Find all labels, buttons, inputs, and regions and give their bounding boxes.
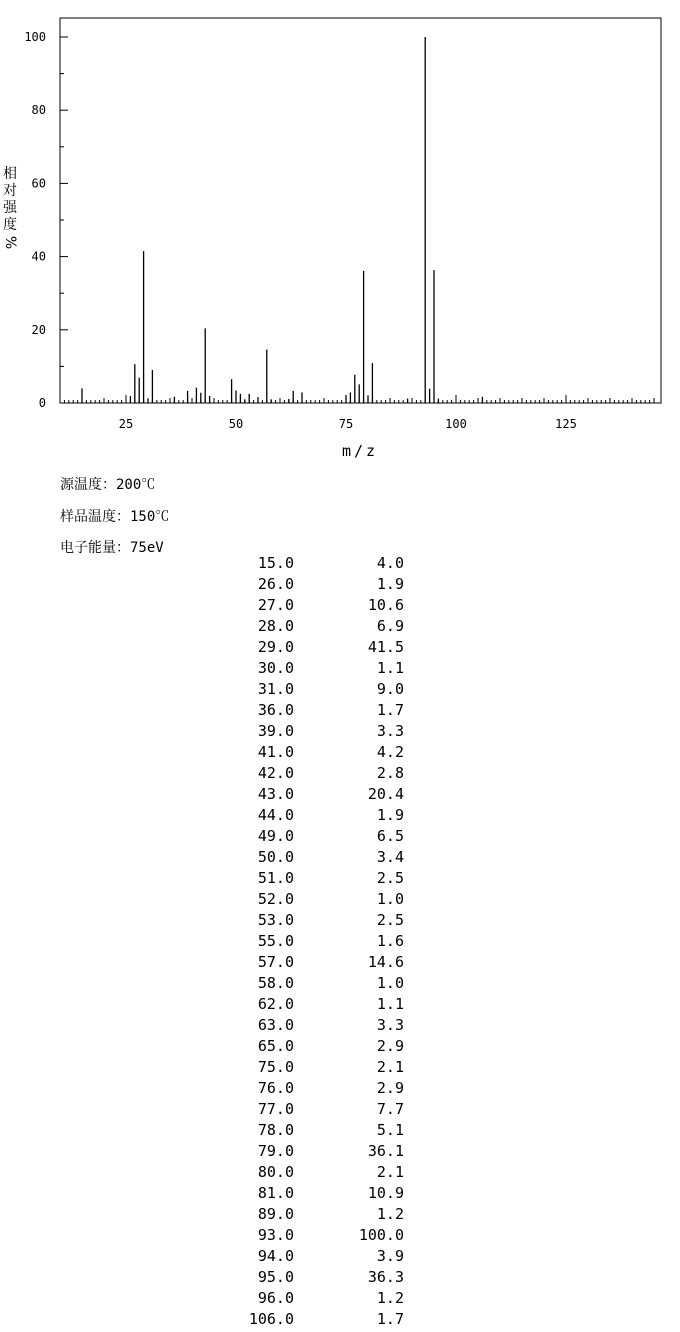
peak-row [0,701,420,722]
peak-row [0,638,420,659]
peak-mz: 28.0 [257,617,294,635]
peak-mz: 89.0 [257,1205,294,1223]
peak-mz: 62.0 [257,995,294,1013]
plot-frame [60,18,661,403]
peak-abundance: 3.4 [376,848,404,866]
peak-mz: 52.0 [257,890,294,908]
y-tick-label: 100 [24,30,46,44]
peak-mz: 42.0 [257,764,294,782]
peak-abundance: 7.7 [376,1100,404,1118]
peak-abundance: 2.5 [376,911,404,929]
peak-abundance: 3.9 [376,1247,404,1265]
peak-abundance: 1.2 [376,1289,404,1307]
peak-mz: 96.0 [257,1289,294,1307]
x-tick-label: 75 [338,417,354,431]
peak-row [0,1016,420,1037]
peak-mz: 49.0 [257,827,294,845]
peak-row [0,722,420,743]
peak-mz: 78.0 [257,1121,294,1139]
peak-row [0,1226,420,1247]
peak-abundance: 1.1 [376,659,404,677]
peak-abundance: 20.4 [367,785,404,803]
peak-row [0,827,420,848]
peak-mz: 58.0 [257,974,294,992]
peak-mz: 77.0 [257,1100,294,1118]
peak-abundance: 36.1 [367,1142,404,1160]
sample-temperature: 样品温度：150℃ [60,509,170,525]
peak-abundance: 6.9 [376,617,404,635]
peak-row [0,575,420,596]
peak-abundance: 14.6 [367,953,404,971]
peak-abundance: 2.1 [376,1163,404,1181]
peak-mz: 94.0 [257,1247,294,1265]
peak-mz: 36.0 [257,701,294,719]
peak-row [0,659,420,680]
x-tick-label: 50 [228,417,244,431]
peak-abundance: 2.1 [376,1058,404,1076]
peak-row [0,1247,420,1268]
peak-mz: 27.0 [257,596,294,614]
y-tick-label: 40 [31,249,46,264]
peak-abundance: 1.7 [376,1310,404,1328]
peak-mz: 50.0 [257,848,294,866]
peak-row [0,596,420,617]
peak-abundance: 3.3 [376,1016,404,1034]
x-axis-label: m/z [341,442,379,460]
peak-abundance: 41.5 [367,638,404,656]
peak-abundance: 1.7 [376,701,404,719]
peak-mz: 29.0 [257,638,294,656]
peak-row [0,1268,420,1289]
electron-energy: 电子能量：75eV [60,540,164,556]
y-tick-label: 80 [31,103,46,118]
peak-abundance: 1.1 [376,995,404,1013]
peak-row [0,953,420,974]
peak-mz: 95.0 [257,1268,294,1286]
y-tick-label: 0 [38,396,46,410]
peak-row [0,848,420,869]
peak-mz: 76.0 [257,1079,294,1097]
peak-mz: 75.0 [257,1058,294,1076]
peak-row [0,1079,420,1100]
peak-row [0,743,420,764]
peak-abundance: 10.9 [367,1184,404,1202]
y-axis-label-char: 对 [3,183,17,199]
peak-row [0,806,420,827]
peak-abundance: 1.0 [376,974,404,992]
peak-mz: 65.0 [257,1037,294,1055]
source-temperature: 源温度：200℃ [60,477,156,493]
peak-abundance: 100.0 [358,1226,404,1244]
peak-row [0,1289,420,1310]
peak-abundance: 2.9 [376,1079,404,1097]
peak-row [0,1205,420,1226]
peak-row [0,785,420,806]
peak-row [0,995,420,1016]
peak-abundance: 9.0 [376,680,404,698]
peak-mz: 51.0 [257,869,294,887]
peak-row [0,680,420,701]
peak-mz: 93.0 [257,1226,294,1244]
peak-mz: 80.0 [257,1163,294,1181]
y-axis-label-char: 相 [3,166,17,182]
peak-mz: 15.0 [257,554,294,572]
peak-mz: 106.0 [248,1310,294,1328]
mass-spectrum-chart [0,0,680,470]
peak-mz: 53.0 [257,911,294,929]
y-tick-label: 60 [31,176,46,191]
peak-row [0,932,420,953]
peak-mz: 30.0 [257,659,294,677]
peak-abundance: 36.3 [367,1268,404,1286]
peak-mz: 63.0 [257,1016,294,1034]
y-axis-label-char: 强 [3,200,17,216]
peak-abundance: 1.9 [376,806,404,824]
peak-row [0,1121,420,1142]
peak-row [0,911,420,932]
y-axis-label [2,166,18,251]
peak-abundance: 3.3 [376,722,404,740]
peak-abundance: 1.9 [376,575,404,593]
peak-mz: 44.0 [257,806,294,824]
peak-abundance: 1.2 [376,1205,404,1223]
peak-abundance: 1.6 [376,932,404,950]
x-tick-label: 100 [445,417,467,431]
peak-mz: 57.0 [257,953,294,971]
peak-abundance: 2.8 [376,764,404,782]
peak-row [0,1142,420,1163]
peak-row [0,890,420,911]
peak-row [0,1184,420,1205]
peak-row [0,1310,420,1331]
peak-mz: 26.0 [257,575,294,593]
peak-abundance: 4.2 [376,743,404,761]
y-axis-label-percent: % [2,235,19,250]
peak-row [0,869,420,890]
peak-mz: 31.0 [257,680,294,698]
peak-row [0,617,420,638]
peak-mz: 81.0 [257,1184,294,1202]
peak-abundance: 5.1 [376,1121,404,1139]
peak-abundance: 10.6 [367,596,404,614]
peak-mz: 55.0 [257,932,294,950]
peak-row [0,764,420,785]
peak-mz: 41.0 [257,743,294,761]
peak-row [0,1163,420,1184]
peak-row [0,974,420,995]
peak-abundance: 1.0 [376,890,404,908]
peak-abundance: 6.5 [376,827,404,845]
x-tick-label: 25 [118,417,134,431]
peak-mz: 43.0 [257,785,294,803]
y-tick-label: 20 [31,322,46,337]
peak-abundance: 4.0 [376,554,404,572]
y-axis-label-char: 度 [3,217,17,233]
peak-row [0,554,420,575]
peak-row [0,1058,420,1079]
peak-mz: 39.0 [257,722,294,740]
peak-row [0,1037,420,1058]
peak-abundance: 2.9 [376,1037,404,1055]
x-tick-label: 125 [555,417,577,431]
peak-row [0,1100,420,1121]
peak-mz: 79.0 [257,1142,294,1160]
peak-abundance: 2.5 [376,869,404,887]
